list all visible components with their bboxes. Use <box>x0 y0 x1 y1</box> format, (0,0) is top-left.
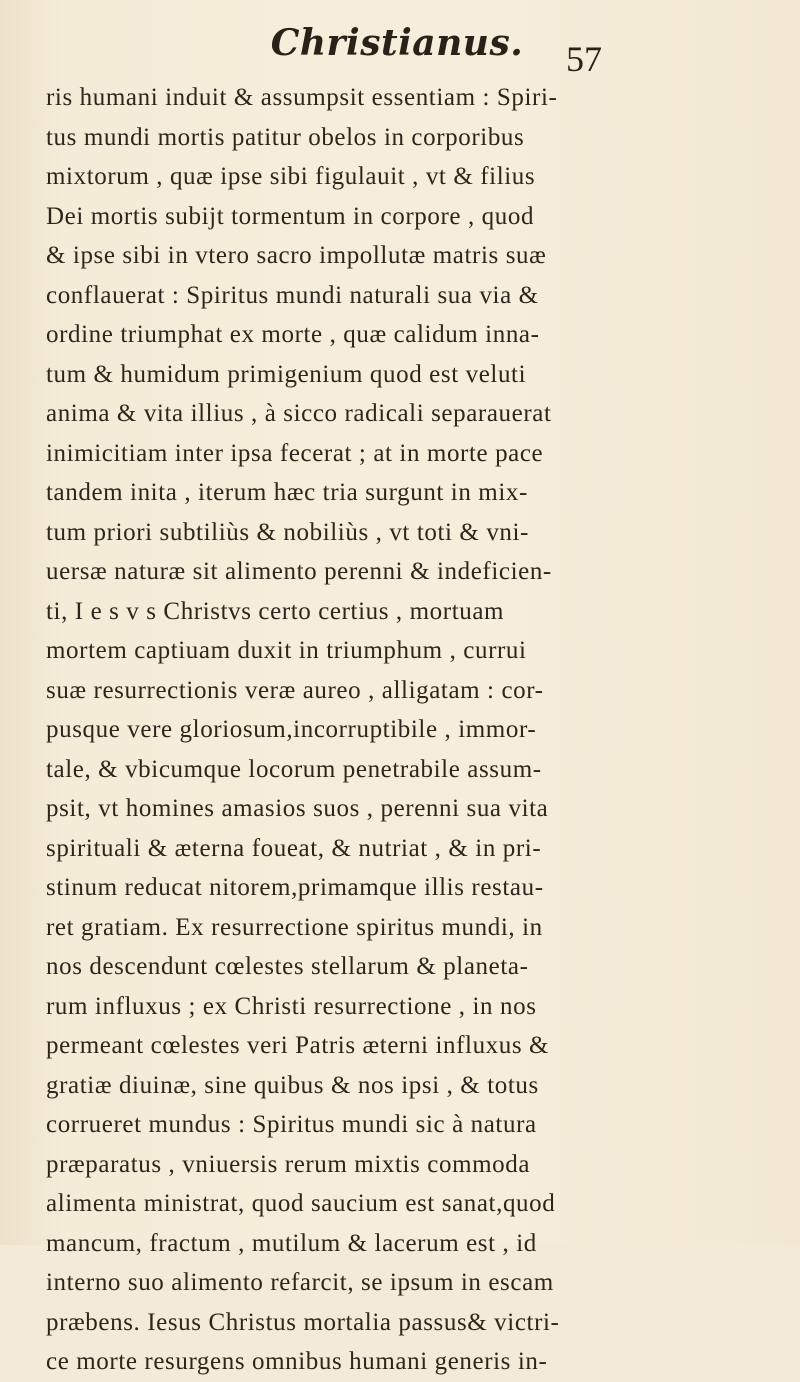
text-line: tale, & vbicumque locorum penetrabile assum- <box>46 755 542 783</box>
text-line: ret gratiam. Ex resurrectione spiritus mundi, in <box>46 913 543 941</box>
text-line: inimicitiam inter ipsa fecerat ; at in morte pace <box>46 439 544 467</box>
text-line: tum & humidum primigenium quod est veluti <box>46 360 527 388</box>
text-line: conflauerat : Spiritus mundi naturali sua via & <box>46 281 539 309</box>
text-line: alimenta ministrat, quod saucium est sanat,quod <box>46 1190 556 1217</box>
text-line: mancum, fractum , mutilum & lacerum est , id <box>46 1229 537 1257</box>
body-text <box>46 78 766 1382</box>
text-line: pusque vere gloriosum,incorruptibile , immor- <box>46 716 537 743</box>
page-number: 57 <box>566 39 602 79</box>
text-line: tum priori subtiliùs & nobiliùs , vt toti & vni- <box>46 518 529 546</box>
text-line: interno suo alimento refarcit, se ipsum in escam <box>46 1269 554 1296</box>
text-line: suæ resurrectionis veræ aureo , alligatam : cor- <box>46 676 544 704</box>
text-line: stinum reducat nitorem,primamque illis restau- <box>46 874 544 901</box>
text-line: præparatus , vniuersis rerum mixtis commoda <box>46 1150 531 1178</box>
text-line: permeant cœlestes veri Patris æterni influxus & <box>46 1032 550 1059</box>
text-line: mortem captiuam duxit in triumphum , currui <box>46 637 527 664</box>
text-line: præbens. Iesus Christus mortalia passus& victri- <box>46 1308 560 1336</box>
text-line: spirituali & æterna foueat, & nutriat , & in pri- <box>46 834 542 862</box>
text-line: ce morte resurgens omnibus humani generis in- <box>46 1348 548 1375</box>
running-head <box>0 18 800 80</box>
text-line: corrueret mundus : Spiritus mundi sic à natura <box>46 1111 537 1138</box>
text-line: gratiæ diuinæ, sine quibus & nos ipsi , & totus <box>46 1071 539 1099</box>
running-title: Christianus. <box>270 22 524 64</box>
text-line: Dei mortis subijt tormentum in corpore , quod <box>46 202 535 230</box>
text-line: ordine triumphat ex morte , quæ calidum inna- <box>46 321 540 348</box>
text-line: anima & vita illius , à sicco radicali separauerat <box>46 400 552 427</box>
text-line: uersæ naturæ sit alimento perenni & indeficien- <box>46 558 552 585</box>
text-line: tandem inita , iterum hæc tria surgunt in mix- <box>46 479 528 506</box>
text-line: mixtorum , quæ ipse sibi figulauit , vt & filius <box>46 163 536 190</box>
text-line: ris humani induit & assumpsit essentiam : Spiri- <box>46 84 558 111</box>
text-line: & ipse sibi in vtero sacro impollutæ matris suæ <box>46 242 547 269</box>
text-line: nos descendunt cœlestes stellarum & planeta- <box>46 953 529 980</box>
text-line: psit, vt homines amasios suos , perenni sua vita <box>46 795 549 822</box>
text-line: tus mundi mortis patitur obelos in corporibus <box>46 123 525 151</box>
text-line: rum influxus ; ex Christi resurrectione , in nos <box>46 992 537 1020</box>
text-line: ti, I e s v s Christvs certo certius , mortuam <box>46 597 505 625</box>
